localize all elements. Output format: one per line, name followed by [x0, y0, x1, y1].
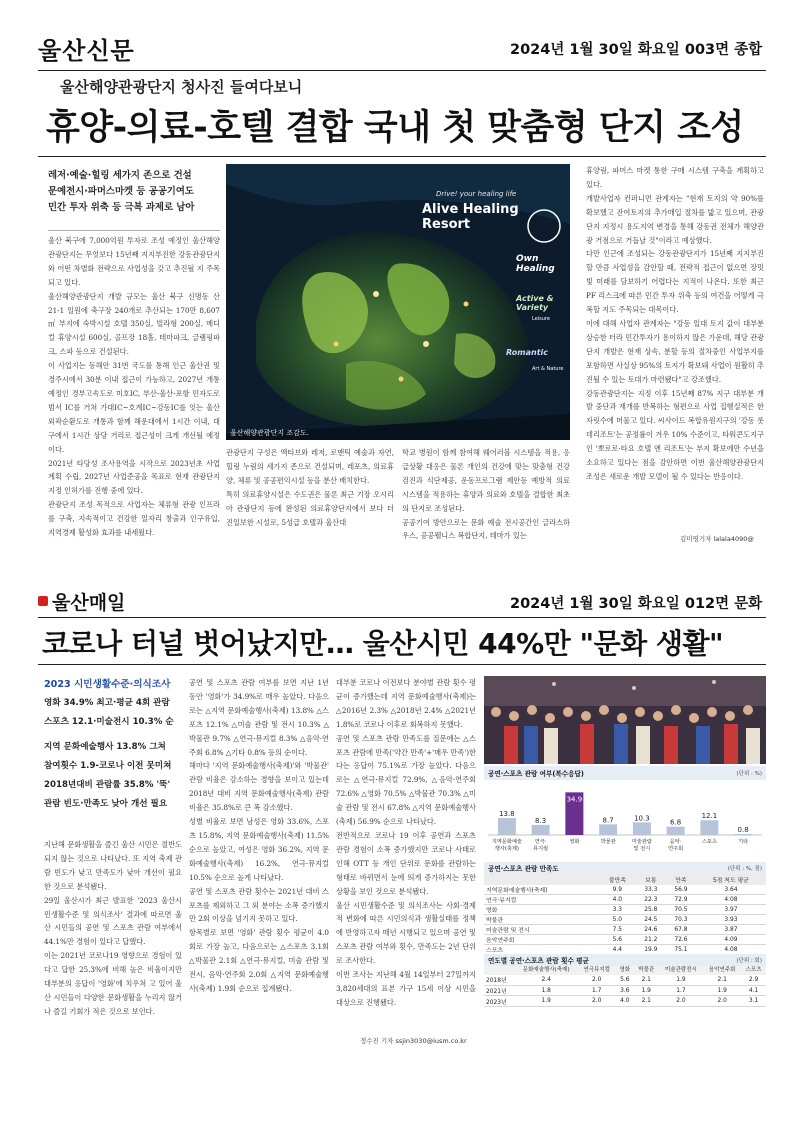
table-cell: 지역문화예술행사(축제): [484, 885, 599, 895]
satisfaction-header: [484, 862, 766, 874]
table-cell: 25.8: [636, 905, 666, 915]
column-header: [484, 874, 599, 885]
bar-value-label: 0.8: [737, 826, 749, 835]
table-cell: 4.08: [696, 895, 766, 905]
yearly-header: [484, 954, 766, 966]
table-cell: 영화: [484, 905, 599, 915]
paragraph: 공공기여 방안으로는 문화 예술 전시공간인 글라스하우스, 공공웰니스 복합단지, 테마가 있는: [402, 517, 570, 541]
table-cell: 7.5: [599, 925, 636, 935]
table-cell: 3.97: [696, 905, 766, 915]
paragraph: 지난해 문화생활을 즐긴 울산 시민은 절반도 되지 않는 것으로 나타났다. 또 지역 축제 관람 빈도가 낮고 만족도가 낮아 개선이 필요한 것으로 분석됐다.: [44, 840, 182, 891]
column-header: 문화예술행사(축제): [515, 966, 578, 975]
table-row: [484, 975, 766, 985]
table-cell: 1.9: [659, 975, 704, 985]
subhead: 참여횟수 1.9-코로나 이전 못미쳐: [44, 761, 172, 771]
paragraph: 전반적으로 코로나 19 이후 공연과 스포츠 관람 경험이 소폭 증가했지만 코로나 사태로 인해 OTT 등 개인 단위로 문화를 관람하는 형태로 바뀌면서 눈에 띄게 증가하지는 못한 상황을 보인 것으로 분석됐다.: [336, 830, 476, 896]
category-label: 지역문화예술: [491, 839, 522, 845]
table-row: [484, 945, 766, 955]
table-cell: 2.0: [578, 996, 616, 1007]
zone-label-active: Active & Variety: [516, 294, 554, 312]
paragraph: 휴양림, 파머스 마켓 통한 구매 시스템 구축을 계획하고 있다.: [586, 166, 764, 189]
table-row: [484, 895, 766, 905]
paragraph: 이번 조사는 지난해 4월 14일부터 27일까지 3,820세대의 표본 가구 15세 이상 시민을 대상으로 진행됐다.: [336, 970, 476, 1007]
table-cell: 2.0: [659, 996, 704, 1007]
bar: [734, 834, 752, 835]
paragraph: 29일 울산시가 최근 발표한 '2023 울산시민생활수준 및 의식조사' 결과에 따르면 울산 시민들의 공연 및 스포츠 관람 여부에서 44.1%만 경험이 있다고 답했다.: [44, 895, 182, 947]
article1-column-4: [402, 446, 570, 546]
photo-caption: 울산해양관광단지 조감도.: [230, 429, 309, 437]
zone-label-own-healing: Own Healing: [516, 254, 555, 274]
paragraph: 이 사업지는 동해안 31번 국도를 통해 인근 울산권 및 경주시에서 30분 이내 접근이 가능하고, 2027년 개통 예정인 경부고속도로 미호IC, 부산-울산-포항 민자도로 범서 IC를 거쳐 가대IC~호계IC~강동IC를 잇는 울산외곽순환도로 개통과 함께 해운대에서 1시간 이내, 대구에서 1시간 상당 거리로 접근성이 크게 개선될 예정이다.: [48, 361, 220, 454]
column-header: [484, 966, 515, 975]
divider: [38, 70, 766, 71]
headline-1: 휴양-의료-호텔 결합 국내 첫 맞춤형 단지 조성: [46, 108, 744, 148]
subhead: 민간 투자 위축 등 극복 과제로 남아: [48, 202, 195, 213]
category-label: 연주회: [668, 846, 684, 852]
subhead: 레저·예술·힐링 세가지 존으로 건설: [48, 170, 192, 181]
table-cell: 미술관람 및 전시: [484, 925, 599, 935]
paragraph: 이는 2021년 코로나19 영향으로 경험이 있다고 답한 25.3%에 비해 높은 비율이지만 대부분의 응답이 '영화'에 치우쳐 고 있어 울산 시민들이 다양한 문화생활을 누리지 않거나 즐길 기회가 적은 것으로 보인다.: [44, 951, 182, 1016]
table-header-row: [484, 966, 766, 975]
article1-column-5: [586, 164, 764, 530]
table-cell: 19.9: [636, 945, 666, 955]
category-label: 기타: [738, 839, 749, 845]
table-cell: 2021년: [484, 985, 515, 996]
chart-unit: (단위 : %): [736, 771, 762, 777]
table-cell: 4.4: [599, 945, 636, 955]
subhead: 지역 문화예술행사 13.8% 그쳐: [44, 742, 166, 752]
satisfaction-unit: (단위 : %, 점): [727, 866, 762, 872]
category-label: 및 전시: [633, 846, 651, 852]
divider: [38, 156, 766, 157]
headline-2: 코로나 터널 벗어났지만… 울산시민 44%만 "문화 생활": [42, 627, 724, 660]
yearly-table: [484, 966, 766, 1007]
category-label: 연극·: [534, 839, 547, 845]
table-cell: 75.1: [666, 945, 696, 955]
photo-title: Alive Healing Resort: [422, 202, 519, 232]
table-cell: 33.3: [636, 885, 666, 895]
table-row: [484, 985, 766, 996]
table-row: [484, 915, 766, 925]
zone-label-art-nature: Art & Nature: [532, 366, 564, 372]
satisfaction-table: [484, 874, 766, 955]
table-cell: 9.9: [599, 885, 636, 895]
table-cell: 스포츠: [484, 945, 599, 955]
section-label: 2023 시민생활수준·의식조사: [44, 679, 171, 690]
paragraph: 항목별로 보면 '영화' 관람 횟수 평균이 4.0회로 가장 높고, 다음으로는 △스포츠 3.1회 △박물관 2.1회 △연극·뮤지컬, 미술 관람 및 전시, 음악·연주회 2.0회 △지역 문화예술행사(축제) 1.9회 순으로 집계됐다.: [189, 928, 329, 993]
column-header: 영화: [616, 966, 634, 975]
table-cell: 2023년: [484, 996, 515, 1007]
paragraph: 다만 인근에 조성되는 강동관광단지가 15년째 지지부진할 만큼 사업성을 감안할 때, 전략적 접근이 없으면 장밋빛 미래를 담보하기 어렵다는 지적이 나온다. 또한 최근 PF 리스크에 따른 민간 투자 위축 등의 여건을 어떻게 극복할 지도 주목되는 대목이다.: [586, 249, 764, 315]
table-cell: 2.4: [515, 975, 578, 985]
bar-value-label: 8.7: [602, 816, 614, 825]
dateline-2: 2024년 1월 30일 화요일 012면 문화: [510, 596, 763, 612]
paragraph: 성별 비율로 보면 남성은 영화 33.6%, 스포츠 15.8%, 지역 문화예술행사(축제) 11.5% 순으로 높았고, 여성은 영화 36.2%, 지역 문화예술행사(축제) 16.2%, 연극·뮤지컬 10.5% 순으로 높게 나타났다.: [189, 817, 329, 882]
subhead: 문예전시·파머스마켓 등 공공기여도: [48, 186, 194, 197]
paragraph: 관광단지 구성은 액티브와 레저, 로맨틱 예술과 자연, 힐링 누림의 세가지 존으로 건설되며, 레포츠, 의료휴양, 체류 및 공공편익시설 등을 분산 배치한다.: [226, 448, 394, 485]
category-label: 박물관: [600, 839, 616, 845]
category-label: 영화: [569, 839, 580, 845]
crowd-illustration: [484, 676, 766, 764]
table-cell: 72.6: [666, 935, 696, 945]
column-header: 음악연주회: [703, 966, 741, 975]
bar: [700, 820, 718, 835]
table-cell: 박물관: [484, 915, 599, 925]
divider: [38, 664, 766, 665]
category-label: 행사(축제): [494, 846, 519, 852]
table-cell: 3.93: [696, 915, 766, 925]
table-cell: 5.6: [616, 975, 634, 985]
table-cell: 3.64: [696, 885, 766, 895]
table-cell: 2.0: [578, 975, 616, 985]
table-cell: 24.5: [636, 915, 666, 925]
bar-value-label: 8.3: [535, 816, 547, 825]
table-cell: 67.8: [666, 925, 696, 935]
table-cell: 1.9: [515, 996, 578, 1007]
table-cell: 2.0: [703, 996, 741, 1007]
dateline-1: 2024년 1월 30일 화요일 003면 종합: [510, 42, 763, 58]
paragraph: 특히 의료휴양시설은 수도권은 물론 최근 기장 오시리아 관광단지 등에 완성된 의료휴양단지에서 보다 더 진일보한 시설로, 5성급 호텔과 울산대: [226, 489, 394, 527]
crowd-photo: [484, 676, 766, 764]
column-header: 박물관: [634, 966, 659, 975]
photo-tagline: Drive! your healing life: [436, 190, 517, 198]
paragraph: 공연 및 스포츠 관람 만족도를 질문에는 △스포츠 관람에 만족('약간 만족'+'매우 만족')한다는 응답이 75.1%로 가장 높았다. 다음으로는 △연극·뮤지컬 72.9%, △음악·연주회 72.6% △영화 70.5% △박물관 70.3% △미술 관람 및 전시 67.8% △지역 문화예술행사(축제) 56.9% 순으로 나타났다.: [336, 733, 476, 827]
zone-label-leisure: Leisure: [532, 316, 550, 322]
bar-value-label: 12.1: [701, 812, 718, 821]
bar-value-label: 13.8: [499, 810, 515, 819]
table-cell: 4.1: [741, 985, 766, 996]
masthead-ulsan-maeil: [38, 590, 125, 612]
paragraph: 학교 병원이 함께 참여해 웨어러블 시스템을 적용, 응급상황 대응은 물론 개인의 건강에 맞는 맞춤형 건강검진과 식단제공, 운동프로그램 제안등 예방적 의료 시스템을 적용하는 휴양과 의료와 호텔을 결합한 최초의 단지로 조성된다.: [402, 448, 570, 513]
table-cell: 음악연주회: [484, 935, 599, 945]
bar: [599, 824, 617, 835]
table-cell: 1.9: [703, 985, 741, 996]
paragraph: 2021년 타당성 조사용역을 시작으로 2023년초 사업계획 수립, 2027년 사업준공을 목표로 현재 관광단지 지정 인허가를 진행 중에 있다.: [48, 458, 220, 496]
article1-column-3: [226, 446, 394, 546]
table-row: [484, 996, 766, 1007]
bar: [667, 827, 685, 835]
article2-column-3: [336, 676, 476, 1034]
table-cell: 4.0: [599, 895, 636, 905]
masthead-logo-icon: [38, 596, 48, 606]
subheads-2: [44, 694, 184, 814]
column-header: 보통: [636, 874, 666, 885]
bar-chart: [484, 780, 766, 860]
yearly-unit: (단위 : 회): [736, 958, 762, 964]
bar-value-label: 34.9: [566, 795, 583, 804]
subheads-1: [48, 168, 223, 216]
table-cell: 22.3: [636, 895, 666, 905]
table-cell: 2.1: [634, 996, 659, 1007]
table-cell: 70.3: [666, 915, 696, 925]
paragraph: 해마다 '지역 문화예술행사(축제)'와 '박물관' 관람 비율은 감소하는 경향을 보이고 있는데 2018년 대비 지역 문화예술행사(축제) 관람 비율은 35.8%로 큰 폭 감소했다.: [189, 761, 329, 813]
bar: [532, 825, 550, 835]
zone-label-romantic: Romantic: [506, 348, 548, 357]
paragraph: 울산 시민생활수준 및 의식조사는 사회·경제적 변화에 따른 시민의식과 생활실태를 정책에 반영하고자 매년 시행되고 있으며 공연 및 스포츠 관람 여부와 횟수, 만족도는 2년 단위로 조사한다.: [336, 900, 476, 966]
subhead: 스포츠 12.1·미술전시 10.3% 순: [44, 717, 174, 727]
table-row: [484, 925, 766, 935]
column-header: 미술관람전시: [659, 966, 704, 975]
article2-column-1: [44, 838, 182, 1054]
table-cell: 2018년: [484, 975, 515, 985]
table-cell: 72.9: [666, 895, 696, 905]
paragraph: 울산해양관광단지 개발 규모는 울산 북구 신명동 산 21-1 일원에 축구장 240개로 추산되는 170만 8,607㎡ 부지에 숙박시설 호텔 350실, 빌라형 200실, 메디컬 휴양시설 600실, 골프장 18홀, 테마파크, 글램핑파크, 스파 등으로 건설된다.: [48, 291, 220, 357]
paragraph: 대부분 코로나 이전보다 분야별 관람 횟수 평균이 증가했는데 지역 문화예술행사(축제)는 △2016년 2.3% △2018년 2.4% △2021년 1.8%로 코로나 이후로 회복하지 못했다.: [336, 678, 476, 729]
paragraph: 관광단지 조성 목적으로 사업자는 체류형 관광 인프라를 구축, 지속적이고 건강한 일자리 창출과 인구유입, 지역경제 활성화 효과를 내세웠다.: [48, 500, 220, 538]
article2-column-2: [189, 676, 329, 1046]
masthead-text: 울산매일: [52, 591, 126, 614]
masthead-ulsan-shinmun: 울산신문: [38, 37, 135, 65]
table-cell: 5.0: [599, 915, 636, 925]
table-cell: 56.9: [666, 885, 696, 895]
table-cell: 1.7: [659, 985, 704, 996]
table-cell: 70.5: [666, 905, 696, 915]
byline-2: 정수진 기자 ssjin3030@iusm.co.kr: [360, 1037, 467, 1045]
table-cell: 1.7: [578, 985, 616, 996]
paragraph: 이에 대해 사업자 관계자는 "강동 일대 토지 값이 대부분 상승한 터라 민간투자가 용이하지 않은 가운데, 해당 관광단지 개발은 현재 상속, 분할 등의 절차중인 사업부지를 포함하면 사실상 95%의 토지가 확보돼 사업이 원활히 추진될 수 있는 토대가 마련됐다"고 강조했다.: [586, 318, 764, 384]
column-header: 스포츠: [741, 966, 766, 975]
table-cell: 3.87: [696, 925, 766, 935]
yearly-title: 연도별 공연·스포츠 관람 횟수 평균: [488, 957, 589, 965]
table-cell: 24.6: [636, 925, 666, 935]
satisfaction-title: 공연·스포츠 관람 만족도: [488, 865, 559, 873]
column-header: 불만족: [599, 874, 636, 885]
table-cell: 1.8: [515, 985, 578, 996]
table-cell: 21.2: [636, 935, 666, 945]
paragraph: 울산 북구에 7,000억원 투자로 조성 예정인 울산해양관광단지는 무엇보다 15년째 지지부진한 강동관광단지와 어떤 차별화 전략으로 사업성을 갖고 추진될 지 주목되고 있다.: [48, 236, 220, 287]
bar: [498, 818, 516, 835]
category-label: 미술관람: [631, 839, 652, 845]
table-cell: 4.09: [696, 935, 766, 945]
table-row: [484, 885, 766, 895]
chart-header: [484, 766, 766, 780]
table-cell: 연극·뮤지컬: [484, 895, 599, 905]
table-cell: 2.1: [703, 975, 741, 985]
bar-value-label: 10.3: [634, 814, 650, 823]
table-cell: 4.08: [696, 945, 766, 955]
category-label: 스포츠: [701, 839, 717, 845]
table-cell: 3.6: [616, 985, 634, 996]
category-label: 뮤지컬: [533, 846, 549, 852]
bar-value-label: 6.8: [670, 818, 682, 827]
kicker: 울산해양관광단지 청사진 들여다보니: [60, 78, 303, 96]
paragraph: 개발사업자 컨퍼니먼 관계자는 "현재 토지의 약 90%를 확보했고 잔여토지의 추가매입 절차를 밟고 있으며, 관광단지 지정시 용도지역 변경을 통해 강동권 전체가 해양관광 거점으로 거듭날 것"이라고 예상했다.: [586, 193, 764, 245]
subhead: 2018년대비 관람률 35.8% '뚝': [44, 780, 171, 790]
category-label: 음악·: [669, 839, 682, 845]
column-header: 만족: [666, 874, 696, 885]
column-header: 5점 척도 평균: [696, 874, 766, 885]
table-cell: 3.1: [741, 996, 766, 1007]
table-cell: 4.0: [616, 996, 634, 1007]
resort-aerial-photo: [226, 164, 570, 440]
table-cell: 1.9: [634, 985, 659, 996]
paragraph: 공연 및 스포츠 관람 횟수는 2021년 대비 스포츠를 제외하고 그 외 분야는 소폭 증가했지만 2회 이상을 넘기지 못하고 있다.: [189, 886, 329, 924]
divider: [48, 230, 220, 231]
table-cell: 5.6: [599, 935, 636, 945]
article1-column-1: [48, 234, 220, 546]
subhead: 영화 34.9% 최고·평균 4회 관람: [44, 698, 170, 708]
chart-title: 공연·스포츠 관람 여부(복수응답): [488, 770, 584, 778]
table-cell: 2.1: [634, 975, 659, 985]
table-cell: 3.3: [599, 905, 636, 915]
table-row: [484, 905, 766, 915]
table-header-row: [484, 874, 766, 885]
column-header: 연극뮤지컬: [578, 966, 616, 975]
divider: [38, 617, 766, 618]
bar: [633, 822, 651, 835]
paragraph: 강동관광단지는 지정 이후 15년째 87% 지구 대부분 개발 중단과 재개를 반복하는 형편으로 사업 집행실적은 한자릿수에 머물고 있다. 씨사이드 복합유원지구의 '강동 롯데리조트'는 공정률이 겨우 10% 수준이고, 타워콘도지구인 '뽀로로·타요 호텔 앤 리조트'는 부지 확보에만 수년을 소요하고 있다는 점을 감안하면 이번 울산해양관광단지 조성은 새로운 개발 모델이 될 수 있다는 반응이다.: [586, 388, 764, 481]
table-row: [484, 935, 766, 945]
table-cell: 2.9: [741, 975, 766, 985]
paragraph: 공연 및 스포츠 관람 여부를 보면 지난 1년 동안 '영화'가 34.9%로 매우 높았다. 다음으로는 △지역 문화예술행사(축제) 13.8% △스포츠 12.1% △미술 관람 및 전시 10.3% △박물관 9.7% △연극·뮤지컬 8.3% △음악·연주회 6.8% △기타 0.8% 등의 순이다.: [189, 678, 329, 757]
byline-1: 김미영기자 lalala4090@: [680, 535, 754, 543]
subhead: 관람 빈도·만족도 낮아 개선 필요: [44, 799, 168, 809]
